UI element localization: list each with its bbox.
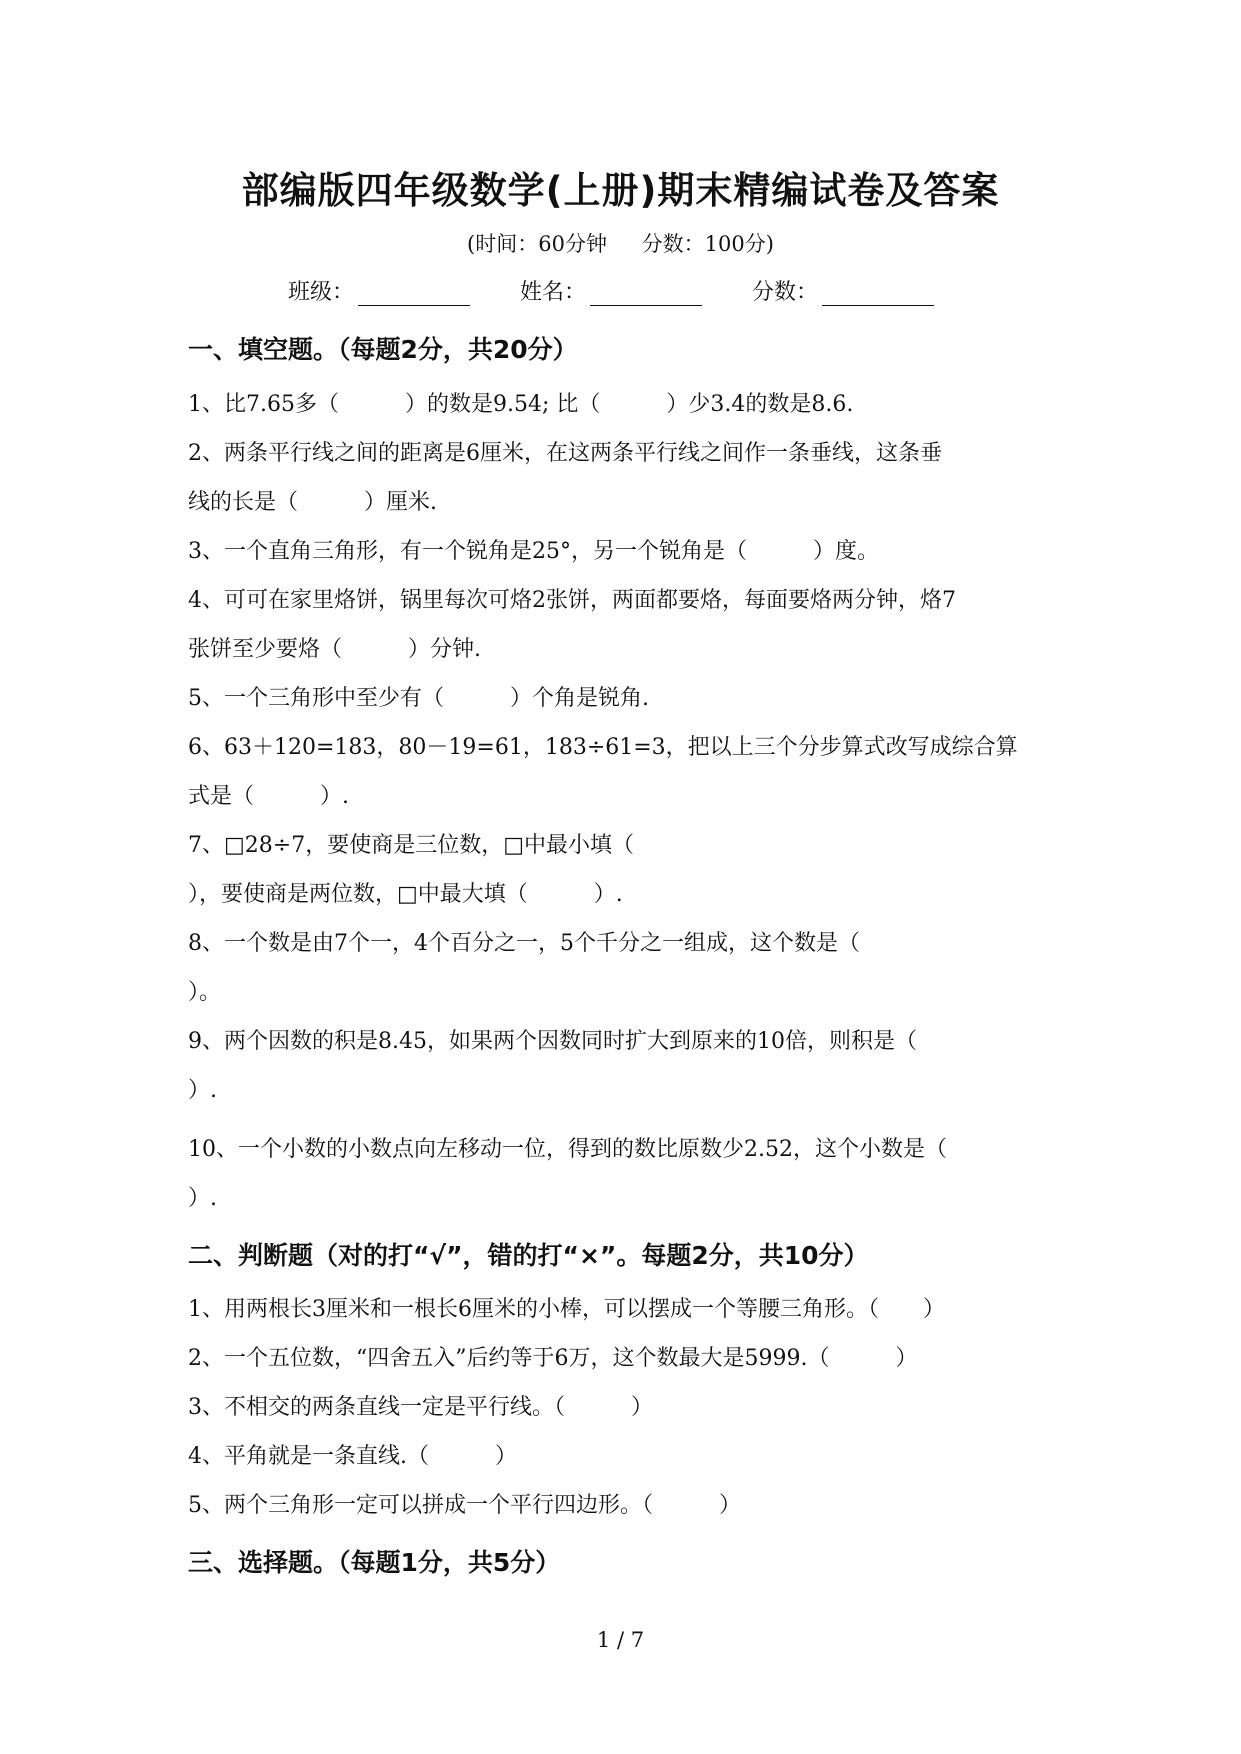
score-blank[interactable] <box>822 281 934 306</box>
question-line: 1、比7.65多（ ）的数是9.54; 比（ ）少3.4的数是8.6. <box>188 392 854 417</box>
class-label: 班级： <box>288 280 355 305</box>
student-info-row <box>288 275 984 306</box>
question-line: 6、63＋120=183，80－19=61，183÷61=3，把以上三个分步算式改写成综合算 <box>188 735 1018 760</box>
question-line: 1、用两根长3厘米和一根长6厘米的小棒，可以摆成一个等腰三角形。（ ） <box>188 1297 945 1322</box>
section-heading-true-false: 二、判断题（对的打“√”，错的打“×”。每题2分，共10分） <box>188 1241 869 1270</box>
section-heading-fill-blank: 一、填空题。（每题2分，共20分） <box>188 335 578 364</box>
question-line: 3、一个直角三角形，有一个锐角是25°，另一个锐角是（ ）度。 <box>188 539 879 564</box>
question-line: 5、两个三角形一定可以拼成一个平行四边形。（ ） <box>188 1493 741 1518</box>
question-line: 线的长是（ ）厘米. <box>188 490 437 515</box>
score-label: 分数： <box>752 280 819 305</box>
question-line: 2、两条平行线之间的距离是6厘米，在这两条平行线之间作一条垂线，这条垂 <box>188 441 942 466</box>
question-line: ）. <box>188 1078 217 1103</box>
page-title: 部编版四年级数学(上册)期末精编试卷及答案 <box>241 169 1000 212</box>
question-line: 式是（ ）. <box>188 784 349 809</box>
class-blank[interactable] <box>358 281 470 306</box>
question-line: 7、□28÷7，要使商是三位数，□中最小填（ <box>188 833 634 858</box>
question-line: 8、一个数是由7个一，4个百分之一，5个千分之一组成，这个数是（ <box>188 931 860 956</box>
score-info: 分数：100分) <box>641 232 774 256</box>
question-line: ）。 <box>188 980 222 1005</box>
page-number: 1 / 7 <box>596 1628 645 1652</box>
question-line: ）. <box>188 1186 217 1211</box>
question-line: 10、一个小数的小数点向左移动一位，得到的数比原数少2.52，这个小数是（ <box>188 1137 947 1162</box>
question-line: 4、可可在家里烙饼，锅里每次可烙2张饼，两面都要烙，每面要烙两分钟，烙7 <box>188 588 956 613</box>
question-line: 9、两个因数的积是8.45，如果两个因数同时扩大到原来的10倍，则积是（ <box>188 1029 917 1054</box>
question-line: 5、一个三角形中至少有（ ）个角是锐角. <box>188 686 649 711</box>
question-line: 4、平角就是一条直线.（ ） <box>188 1444 517 1469</box>
question-line: 2、一个五位数，“四舍五入”后约等于6万，这个数最大是5999.（ ） <box>188 1346 918 1371</box>
score-field <box>752 275 934 306</box>
time-info: (时间：60分钟 <box>467 232 607 256</box>
class-field <box>288 275 470 306</box>
exam-subtitle <box>0 228 1241 258</box>
question-line: 3、不相交的两条直线一定是平行线。（ ） <box>188 1395 653 1420</box>
question-line: 张饼至少要烙（ ）分钟. <box>188 637 481 662</box>
question-line: ），要使商是两位数，□中最大填（ ）. <box>188 882 623 907</box>
name-field <box>520 275 702 306</box>
section-heading-multiple-choice: 三、选择题。（每题1分，共5分） <box>188 1548 561 1577</box>
name-label: 姓名： <box>520 280 587 305</box>
name-blank[interactable] <box>590 281 702 306</box>
